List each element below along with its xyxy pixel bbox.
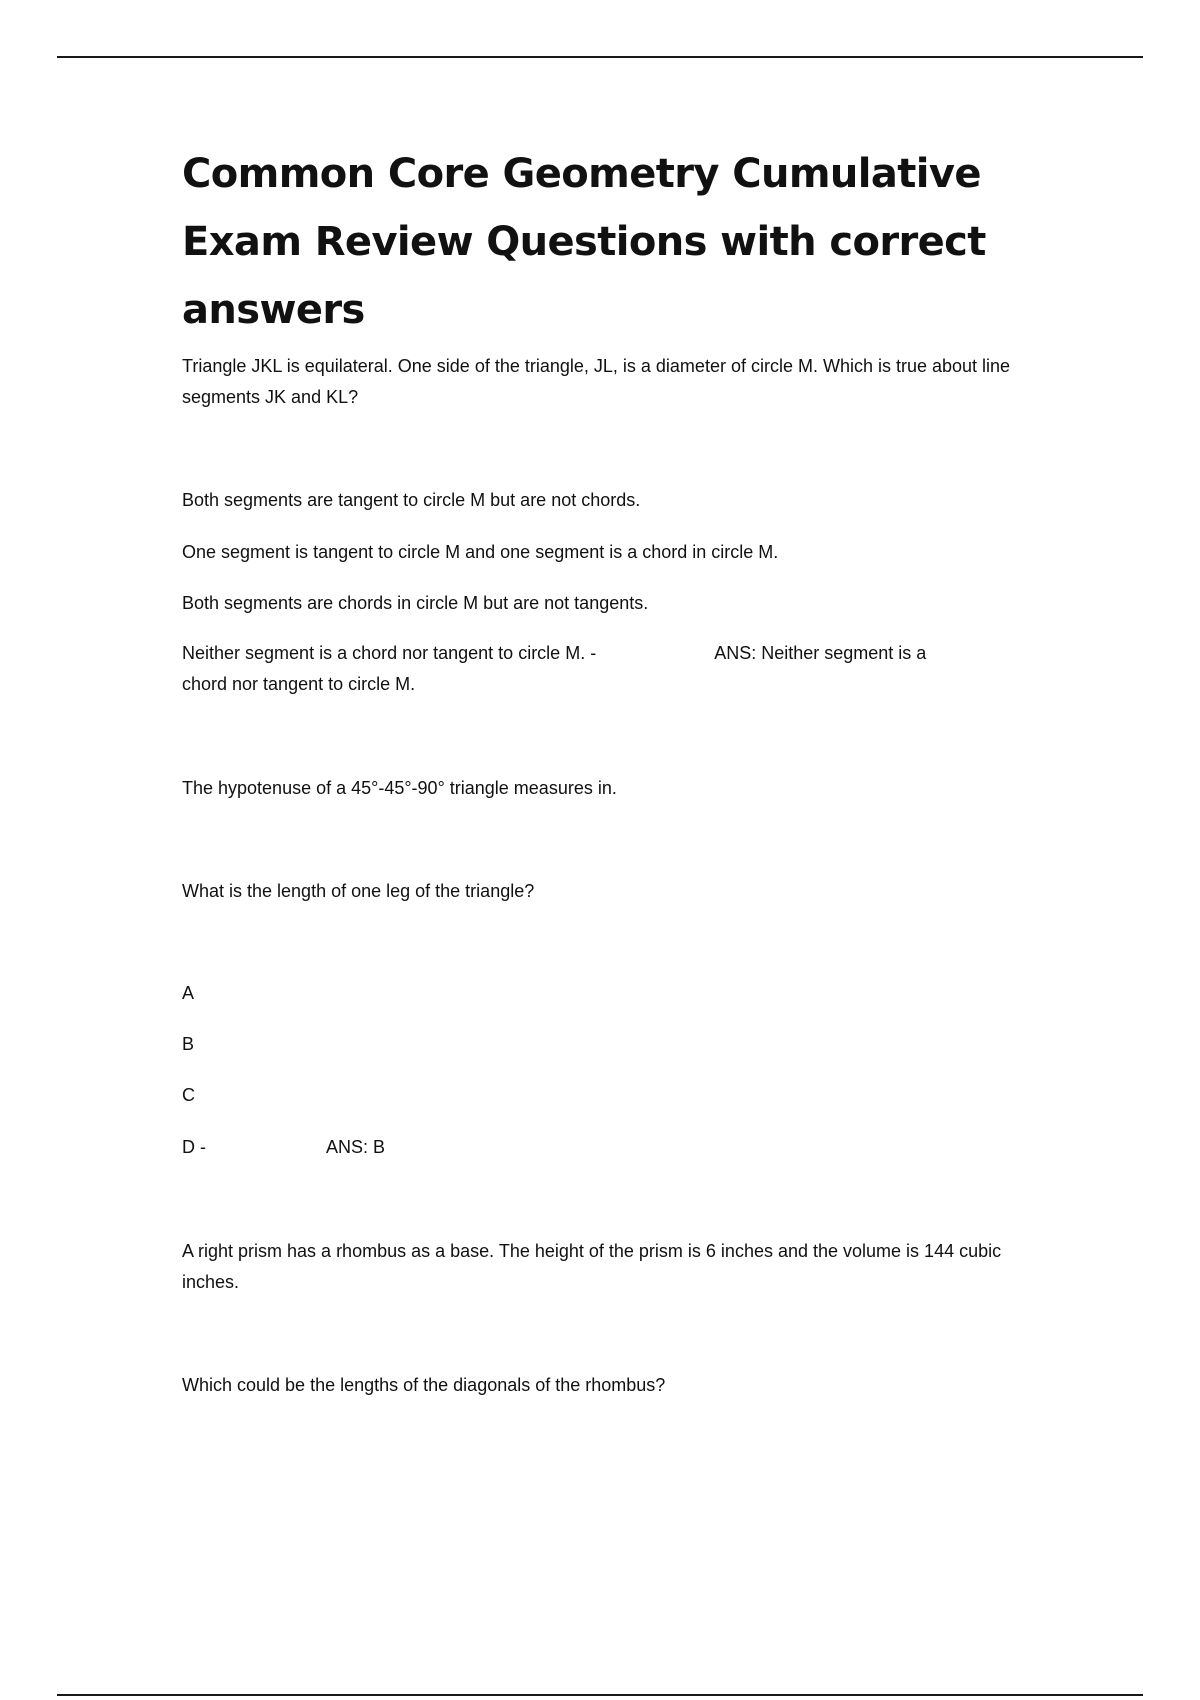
question-1-option-4: Neither segment is a chord nor tangent to circle M. -	[182, 643, 597, 663]
question-1-stem: Triangle JKL is equilateral. One side of the triangle, JL, is a diameter of circle M. Which is true about line segments JK and KL?	[182, 356, 1011, 407]
question-1-answer-continued: chord nor tangent to circle M.	[182, 674, 416, 694]
question-1-option-3: Both segments are chords in circle M but are not tangents.	[182, 593, 649, 613]
bottom-rule	[57, 1694, 1143, 1696]
question-2-option-c: C	[182, 1085, 195, 1105]
question-2-answer: ANS: B	[326, 1137, 386, 1157]
question-2-subquestion: What is the length of one leg of the triangle?	[182, 881, 535, 901]
question-2-option-d: D -	[182, 1137, 206, 1157]
question-2-option-d-row	[182, 1132, 1062, 1163]
question-2-stem: The hypotenuse of a 45°-45°-90° triangle measures in.	[182, 778, 617, 798]
top-rule	[57, 56, 1143, 58]
question-3-stem: A right prism has a rhombus as a base. The height of the prism is 6 inches and the volume is 144 cubic inches.	[182, 1241, 1002, 1292]
question-1-answer: ANS: Neither segment is a	[714, 643, 927, 663]
question-1-option-2: One segment is tangent to circle M and one segment is a chord in circle M.	[182, 542, 779, 562]
question-2-option-b: B	[182, 1034, 195, 1054]
title-block	[182, 140, 1062, 344]
question-2-option-a: A	[182, 983, 195, 1003]
question-3-subquestion: Which could be the lengths of the diagonals of the rhombus?	[182, 1375, 666, 1395]
question-1-option-1: Both segments are tangent to circle M but are not chords.	[182, 490, 641, 510]
question-1-option-4-row	[182, 638, 1062, 700]
document-title: Common Core Geometry Cumulative Exam Review Questions with correct answers	[182, 151, 986, 333]
